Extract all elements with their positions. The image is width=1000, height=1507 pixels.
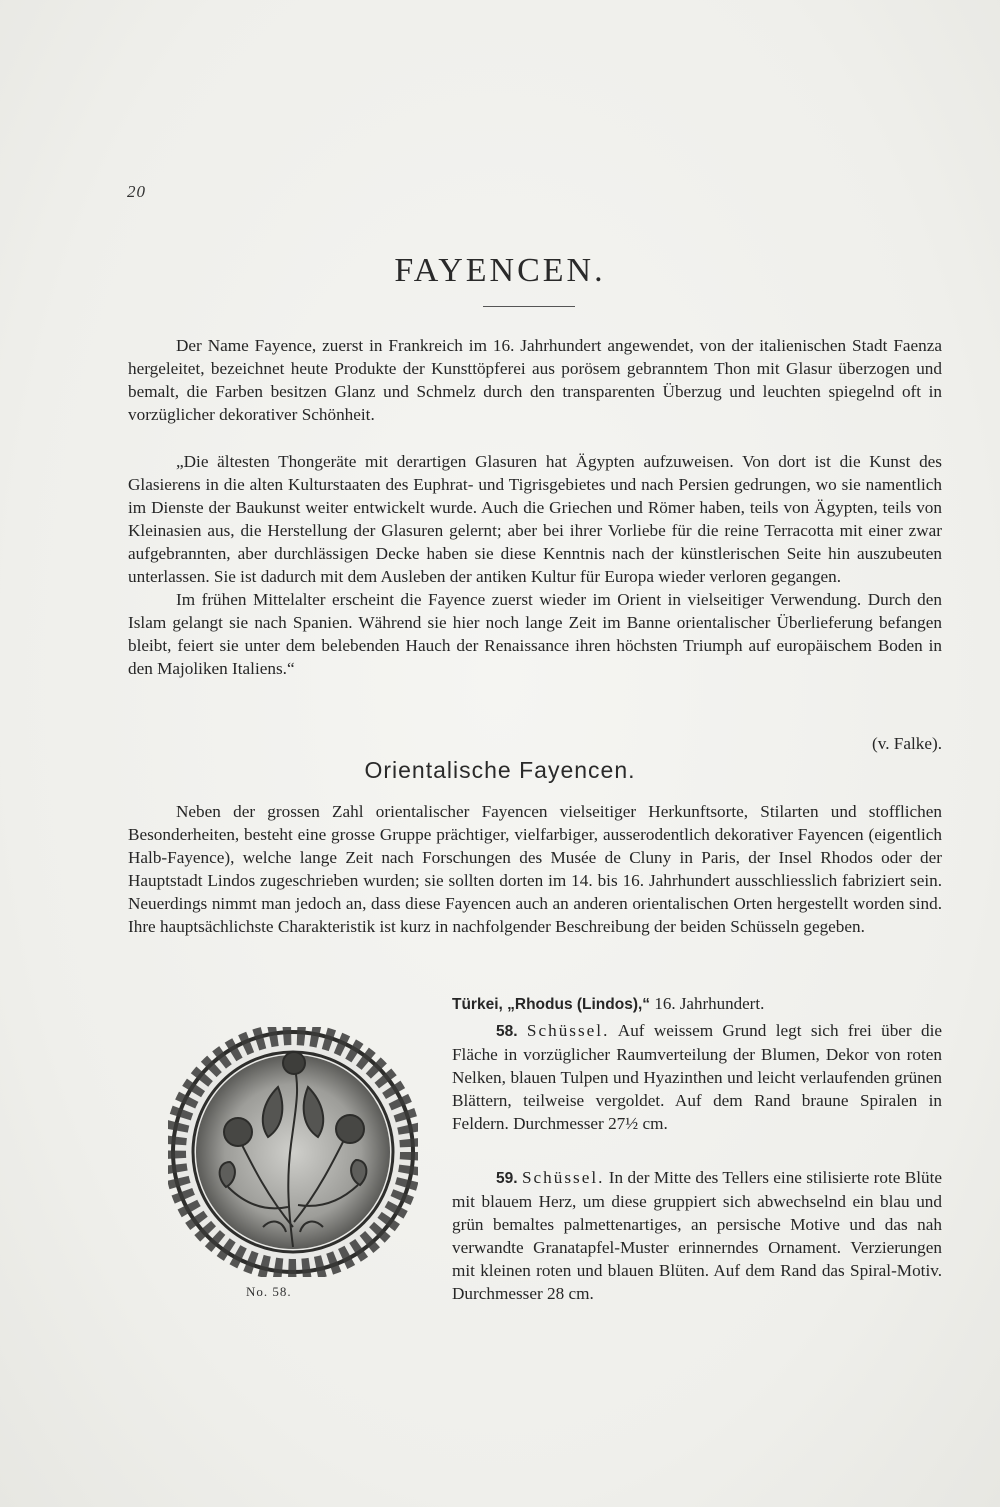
section-paragraph: Neben der grossen Zahl orientalischer Fayencen vielseitiger Herkunftsorte, Stilarten und stofflichen Besonderheiten, besteht eine grosse Gruppe prächtiger, vielfarbiger, ausserodentlich dekorativer Fayencen (eigentlich Halb-Fayence), welche lange Zeit nach Forschungen des Musée de Cluny in Paris, der Insel Rhodos oder der Hauptstadt Lindos zugeschrieben wurden; sie sollten dorten im 14. bis 16. Jahrhundert ausschliesslich fabriziert sein. Neuerdings nimmt man jedoch an, dass diese Fayencen auch an anderen orientalischen Orten hergestellt worden sind. Ihre hauptsächlichste Charakteristik ist kurz in nachfolgender Beschreibung der beiden Schüsseln gegeben. [128, 802, 942, 936]
catalog-heading [452, 994, 764, 1014]
entry-description: In der Mitte des Tellers eine stilisierte rote Blüte mit blauem Herz, um diese gruppiert sich abwechselnd ein blau und grün bemaltes palmettenartiges, an persische Motive und das nah verwandte Granatapfel-Muster erinnerndes Ornament. Verzierungen mit kleinen roten und blauen Blüten. Auf dem Rand das Spiral-Motiv. Durchmesser 28 cm. [452, 1168, 943, 1303]
catalog-century: 16. Jahrhundert. [654, 994, 765, 1013]
intro-section [128, 334, 942, 426]
quote-paragraph-2: Im frühen Mittelalter erscheint die Fayence zuerst wieder im Orient in vielseitiger Verwendung. Durch den Islam gelangt sie nach Spanien. Während sie hier noch lange Zeit im Banne orientalischer Überlieferung befangen bleibt, feiert sie unter dem belebenden Hauch der Renaissance ihren höchsten Triumph auf europäischem Boden in den Majoliken Italiens.“ [128, 590, 942, 678]
quote-attribution: (v. Falke). [872, 734, 942, 753]
section-paragraph-block [128, 800, 942, 938]
plate-illustration [168, 1027, 418, 1277]
entry-number: 59. [496, 1170, 518, 1187]
quote-section [128, 450, 942, 680]
catalog-origin: Türkei, „Rhodus (Lindos),“ [452, 996, 651, 1013]
quote-paragraph-1: „Die ältesten Thongeräte mit derartigen Glasuren hat Ägypten aufzuweisen. Von dort ist die Kunst des Glasierens in die alten Kulturstaaten des Euphrat- und Tigrisgebietes und nach Persien gedrungen, wo sie namentlich im Dienste der Baukunst weiter entwickelt wurde. Auch die Griechen und Römer haben, teils von Ägypten, teils von Kleinasien aus, die Herstellung der Glasuren gelernt; aber bei ihrer Vorliebe für die reine Terracotta mit einer zwar aufgebrannten, aber durchlässigen Decke haben sie diese Kenntnis nach der künstlerischen Seite hin auszubeuten unterlassen. Sie ist dadurch mit dem Ausleben der antiken Kultur für Europa wieder verloren gegangen. [128, 452, 942, 586]
plate-center [196, 1055, 390, 1249]
entry-number: 58. [496, 1023, 518, 1040]
page-number: 20 [127, 182, 146, 201]
figure-caption: No. 58. [246, 1284, 292, 1299]
catalog-entry-59 [452, 1166, 942, 1305]
entry-type: Schüssel. [526, 1021, 610, 1040]
section-heading: Orientalische Fayencen. [364, 757, 636, 783]
catalog-entry-58 [452, 1019, 942, 1135]
entry-description: Auf weissem Grund legt sich frei über die Fläche in vorzüglicher Raumverteilung der Blumen, Dekor von roten Nelken, blauen Tulpen und Hyazinthen und leicht verlaufenden grünen Blättern, teilweise vergoldet. Auf dem Rand braune Spiralen in Feldern. Durchmesser 27½ cm. [452, 1021, 942, 1133]
title-divider [483, 306, 575, 307]
intro-paragraph: Der Name Fayence, zuerst in Frankreich im 16. Jahrhundert angewendet, von der italienischen Stadt Faenza hergeleitet, bezeichnet heute Produkte der Kunsttöpferei aus porösem gebranntem Thon mit Glasur überzogen und bemalt, die Farben besitzen Glanz und Schmelz durch den transparenten Überzug und leuchten spiegelnd oft in vorzüglicher dekorativer Schönheit. [128, 336, 942, 424]
page-title: FAYENCEN. [394, 252, 606, 289]
entry-type: Schüssel. [521, 1168, 605, 1187]
